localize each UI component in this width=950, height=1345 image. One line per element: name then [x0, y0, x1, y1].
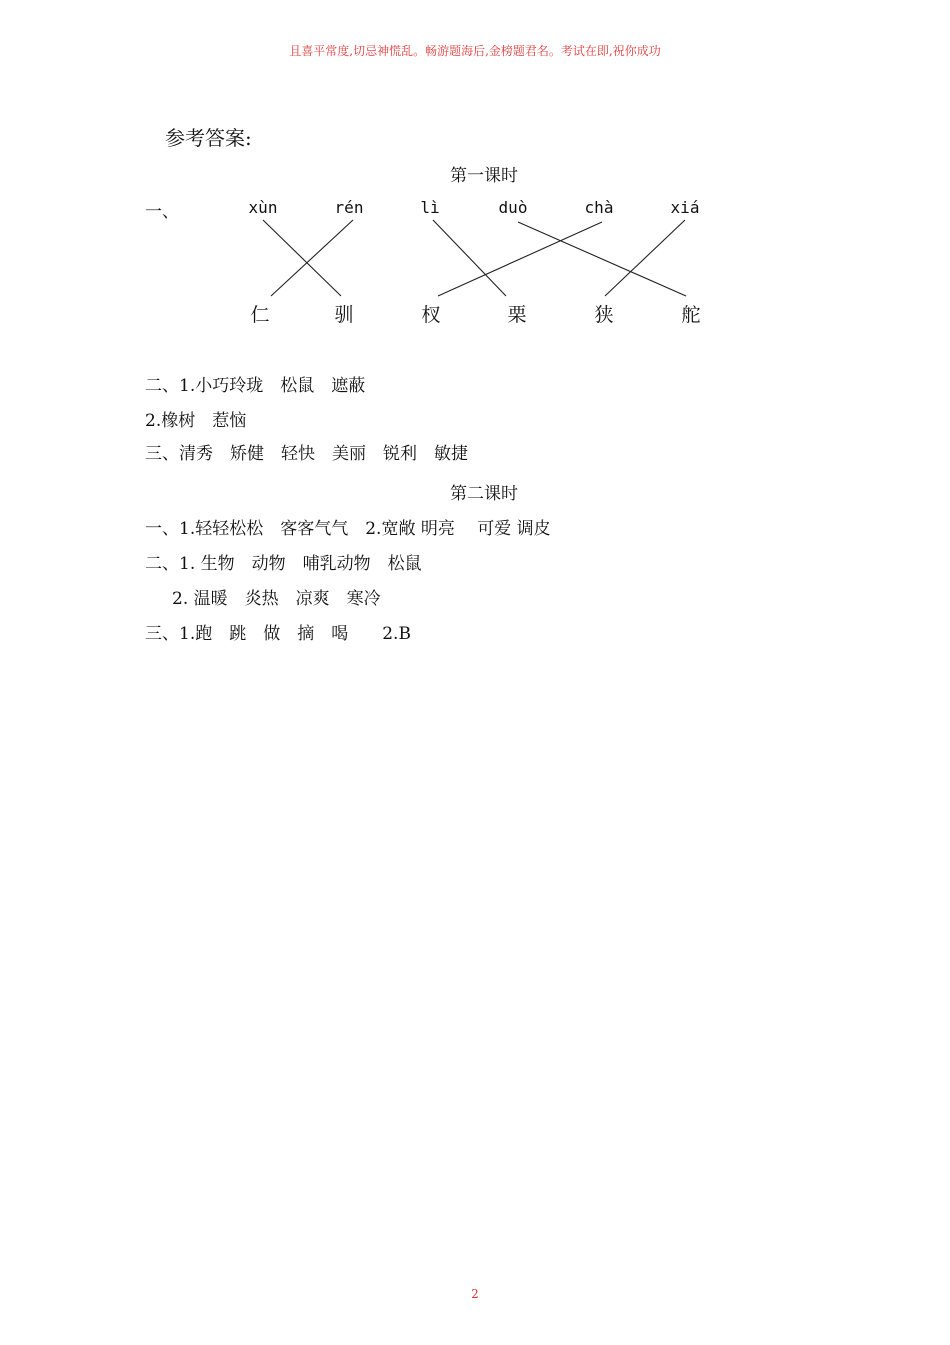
lesson2-q3: 三、1.跑 跳 做 摘 喝 2.B	[145, 624, 411, 644]
pinyin-3: lì	[420, 198, 440, 217]
lesson2-q1: 一、1.轻轻松松 客客气气 2.宽敞 明亮 可爱 调皮	[145, 519, 551, 539]
char-5: 狭	[594, 304, 614, 326]
lesson1-q1-label: 一、	[145, 202, 179, 222]
lesson2-heading: 第二课时	[450, 484, 518, 504]
page-title: 参考答案:	[165, 126, 252, 150]
page-number: 2	[471, 1287, 479, 1301]
lesson1-q2-line1: 二、1.小巧玲珑 松鼠 遮蔽	[145, 376, 366, 396]
lesson1-q3: 三、清秀 矫健 轻快 美丽 锐利 敏捷	[145, 444, 468, 464]
char-4: 栗	[507, 304, 527, 326]
page-header-motto: 且喜平常度,切忌神慌乱。畅游题海后,金榜题君名。考试在即,祝你成功	[289, 44, 661, 58]
char-3: 杈	[421, 304, 441, 326]
char-1: 仁	[250, 304, 270, 326]
lesson1-heading: 第一课时	[450, 166, 518, 186]
match-line-2	[271, 220, 353, 296]
match-line-1	[263, 220, 341, 296]
lesson2-q2-line2: 2. 温暖 炎热 凉爽 寒冷	[172, 589, 381, 609]
char-2: 驯	[334, 304, 354, 326]
pinyin-2: rén	[334, 198, 364, 217]
match-line-5	[438, 222, 602, 296]
match-line-6	[605, 220, 685, 296]
pinyin-4: duò	[498, 198, 528, 217]
pinyin-5: chà	[584, 198, 614, 217]
matching-lines	[0, 0, 950, 340]
pinyin-6: xiá	[670, 198, 700, 217]
match-line-3	[433, 220, 506, 296]
match-line-4	[518, 222, 686, 296]
char-6: 舵	[681, 304, 701, 326]
lesson1-q2-line2: 2.橡树 惹恼	[145, 411, 247, 431]
lesson2-q2-line1: 二、1. 生物 动物 哺乳动物 松鼠	[145, 554, 422, 574]
pinyin-1: xùn	[248, 198, 278, 217]
